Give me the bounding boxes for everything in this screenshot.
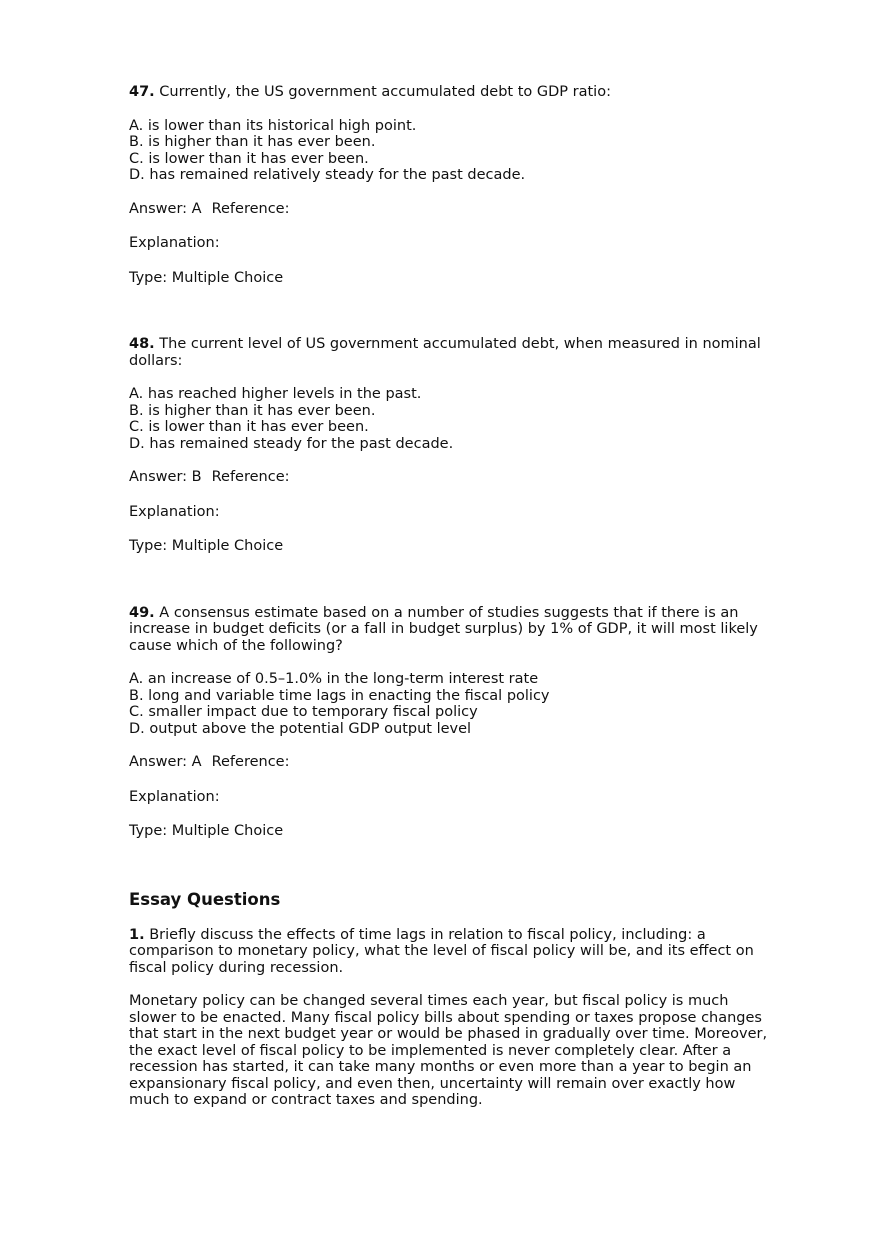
essay-answer: Monetary policy can be changed several times each year, but fiscal policy is much slower to be enacted. Many fiscal policy bills about spending or taxes propose changes that start in the next budget year or would be phased in gradually over time. Moreover, the exact level of fiscal policy to be implemented is never completely clear. After a recession has started, it can take many months or even more than a year to begin an expansionary fiscal policy, and even then, uncertainty will remain over exactly how much to expand or contract taxes and spending. <box>129 993 768 1108</box>
explanation-line: Explanation: <box>129 503 220 520</box>
option-d: D. output above the potential GDP output level <box>129 720 472 737</box>
explanation-line: Explanation: <box>129 788 220 805</box>
reference-label: Reference: <box>211 754 290 770</box>
reference-label: Reference: <box>211 469 290 485</box>
question-stem: Briefly discuss the effects of time lags in relation to fiscal policy, including: a comparison to monetary policy, what the level of fiscal policy will be, and its effect on fiscal policy during recession. <box>129 926 754 976</box>
type-line: Type: Multiple Choice <box>129 538 284 554</box>
option-b: B. is higher than it has ever been. <box>129 134 376 150</box>
option-d: D. has remained steady for the past decade. <box>129 435 454 452</box>
answer-label: Answer: <box>129 200 188 217</box>
option-b: B. is higher than it has ever been. <box>129 402 376 419</box>
answer-label: Answer: <box>129 469 188 485</box>
question-text <box>129 336 769 369</box>
answer-line <box>129 469 769 486</box>
question-text <box>129 605 769 655</box>
page-content <box>129 84 769 1109</box>
question-number: 48. <box>129 336 155 352</box>
answer-value: A <box>191 200 202 217</box>
option-c: C. is lower than it has ever been. <box>129 419 369 435</box>
option-a: A. an increase of 0.5–1.0% in the long-term interest rate <box>129 671 539 687</box>
answer-label: Answer: <box>129 754 188 770</box>
type-line: Type: Multiple Choice <box>129 823 284 839</box>
options-list <box>129 118 769 184</box>
answer-value: A <box>191 754 202 770</box>
question-47 <box>129 84 769 286</box>
question-number: 1. <box>129 926 145 943</box>
question-number: 47. <box>129 84 155 100</box>
type-line: Type: Multiple Choice <box>129 269 284 286</box>
essay-question <box>129 927 769 977</box>
option-c: C. smaller impact due to temporary fiscal policy <box>129 704 478 720</box>
question-49 <box>129 605 769 840</box>
option-d: D. has remained relatively steady for the past decade. <box>129 167 526 183</box>
options-list <box>129 671 769 737</box>
answer-value: B <box>191 469 202 485</box>
option-a: A. has reached higher levels in the past. <box>129 386 422 402</box>
essay-section <box>129 890 769 1109</box>
reference-label: Reference: <box>211 200 290 217</box>
question-48 <box>129 336 769 555</box>
question-text <box>129 84 769 101</box>
section-title: Essay Questions <box>129 889 281 909</box>
option-c: C. is lower than it has ever been. <box>129 150 369 167</box>
question-stem: The current level of US government accumulated debt, when measured in nominal dollars: <box>129 336 761 369</box>
question-stem: A consensus estimate based on a number of studies suggests that if there is an increase in budget deficits (or a fall in budget surplus) by 1% of GDP, it will most likely cause which of the following? <box>129 604 758 654</box>
answer-line <box>129 201 769 218</box>
option-a: A. is lower than its historical high point. <box>129 117 417 134</box>
explanation-line: Explanation: <box>129 235 220 251</box>
options-list <box>129 386 769 452</box>
question-number: 49. <box>129 604 155 621</box>
question-stem: Currently, the US government accumulated debt to GDP ratio: <box>159 84 611 100</box>
option-b: B. long and variable time lags in enacting the fiscal policy <box>129 687 550 704</box>
answer-line <box>129 754 769 771</box>
